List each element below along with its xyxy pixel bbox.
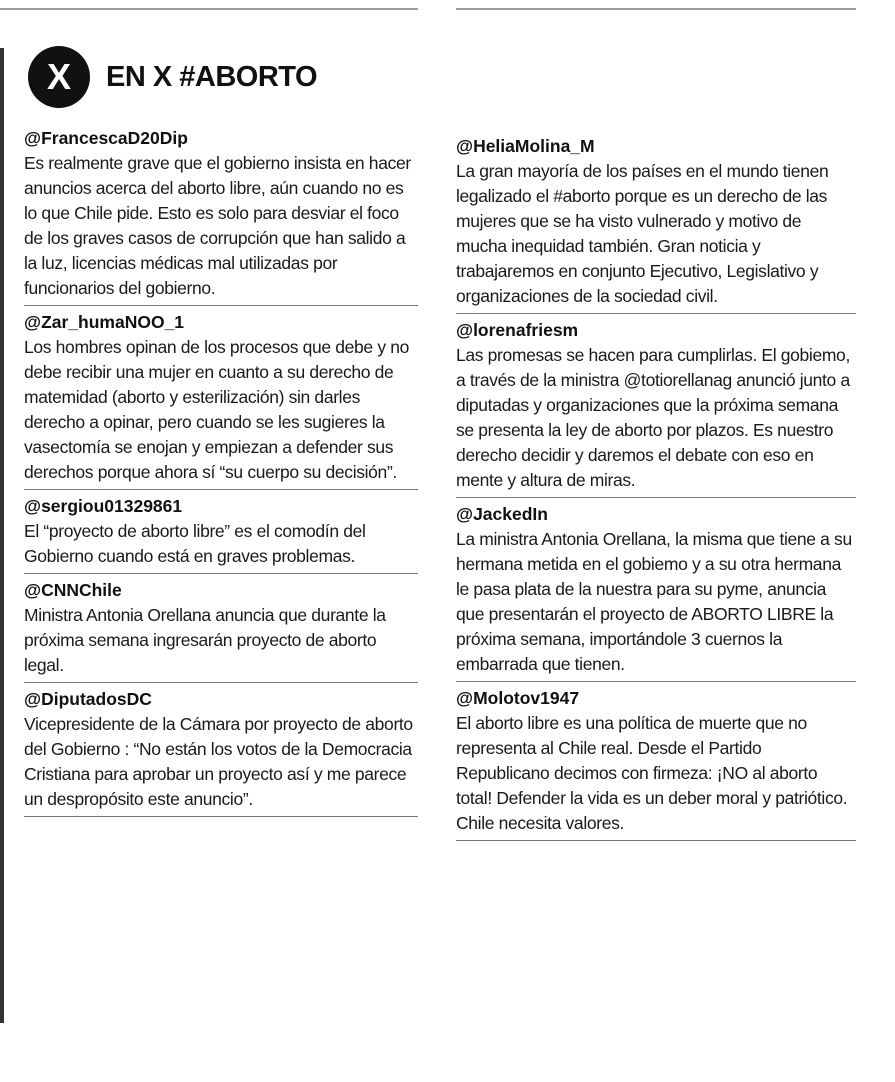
tweet-text: El aborto libre es una política de muerte que no representa al Chile real. Desde el Partido Republicano decimos con firmeza: ¡NO al aborto total! Defender la vida es un deber moral y patriótico. Chile necesita valores. [456,713,848,833]
tweet-handle: @Zar_humaNOO_1 [24,312,185,332]
left-column [24,125,418,820]
tweet-item [456,501,856,682]
tweet-item [24,686,418,817]
tweet-text: Vicepresidente de la Cámara por proyecto de aborto del Gobierno : “No están los votos de la Democracia Cristiana para aprobar un proyecto así y me parece un despropósito este anuncio”. [24,714,413,809]
tweet-text: Los hombres opinan de los procesos que debe y no debe recibir una mujer en cuanto a su derecho de matemidad (aborto y esterilización) sin darles derecho a opinar, pero cuando se les sugieres la vasectomía se enojan y empiezan a defender sus derechos porque ahora sí “su cuerpo su decisión”. [24,337,409,482]
tweet-handle: @HeliaMolina_M [456,136,595,156]
tweet-handle: @lorenafriesm [456,320,579,340]
tweet-text: Las promesas se hacen para cumplirlas. El gobiemo, a través de la ministra @totiorellanag anunció junto a diputadas y organizaciones que la próxima semana se presenta la ley de aborto por plazos. Es nuestro derecho decidir y daremos el debate con eso en mente y altura de miras. [456,345,850,490]
left-margin-bar [0,48,4,1023]
right-column [456,125,856,844]
top-rule-right [456,8,856,10]
tweet-handle: @DiputadosDC [24,689,152,709]
section-header [28,46,317,108]
tweet-text: Ministra Antonia Orellana anuncia que durante la próxima semana ingresarán proyecto de aborto legal. [24,605,386,675]
tweet-handle: @FrancescaD20Dip [24,128,188,148]
tweet-text: Es realmente grave que el gobierno insista en hacer anuncios acerca del aborto libre, aún cuando no es lo que Chile pide. Esto es solo para desviar el foco de los graves casos de corrupción que han salido a la luz, licencias médicas mal utilizadas por funcionarios del gobierno. [24,153,411,298]
x-logo-letter: X [46,56,72,97]
tweet-text: La gran mayoría de los países en el mundo tienen legalizado el #aborto porque es un derecho de las mujeres que se ha visto vulnerado y motivo de mucha inequidad también. Gran noticia y trabajaremos en conjunto Ejecutivo, Legislativo y organizaciones de la sociedad civil. [456,161,829,306]
tweet-item [24,125,418,306]
tweet-handle: @Molotov1947 [456,688,580,708]
page-title: EN X #ABORTO [106,60,318,93]
tweet-item [456,685,856,841]
tweet-item [24,577,418,683]
tweet-item [24,309,418,490]
top-rule-left [0,8,418,10]
tweet-handle: @sergiou01329861 [24,496,183,516]
tweet-text: El “proyecto de aborto libre” es el comodín del Gobierno cuando está en graves problemas. [24,521,366,566]
tweet-item [456,317,856,498]
x-logo-glyph [28,46,90,108]
tweet-text: La ministra Antonia Orellana, la misma que tiene a su hermana metida en el gobiemo y a su otra hermana le pasa plata de la nuestra para su pyme, anuncia que presentarán el proyecto de ABORTO LIBRE la próxima semana, importándole 3 cuernos la embarrada que tienen. [456,529,852,674]
tweet-handle: @CNNChile [24,580,122,600]
tweet-handle: @JackedIn [456,504,548,524]
x-logo-icon [28,46,90,108]
tweet-item [456,133,856,314]
tweet-item [24,493,418,574]
